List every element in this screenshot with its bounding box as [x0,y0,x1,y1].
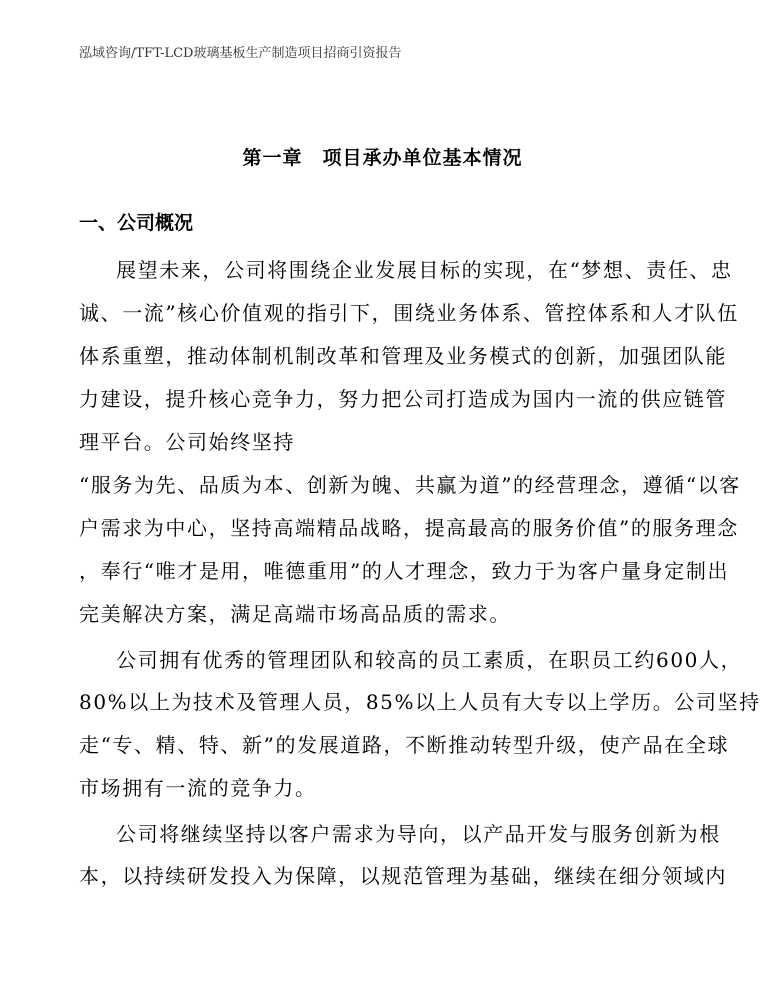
paragraph-line: 完美解决方案，满足高端市场高品质的需求。 [79,602,511,626]
paragraph-line: 体系重塑，推动体制机制改革和管理及业务模式的创新，加强团队能 [79,344,727,368]
paragraph-line: 市场拥有一流的竞争力。 [79,776,317,800]
chapter-title: 第一章 项目承办单位基本情况 [242,147,523,169]
paragraph-line: 户需求为中心，坚持高端精品战略，提高最高的服务价值”的服务理念 [79,516,739,540]
paragraph-line: ，奉行“唯才是用，唯德重用”的人才理念，致力于为客户量身定制出 [79,559,730,583]
paragraph-line: 公司拥有优秀的管理团队和较高的员工素质，在职员工约600人， [116,648,743,672]
paragraph-line: 诚、一流”核心价值观的指引下，围绕业务体系、管控体系和人才队伍 [79,301,739,325]
paragraph-line: 走“专、精、特、新”的发展道路，不断推动转型升级，使产品在全球 [79,733,730,757]
paragraph-line: “服务为先、品质为本、创新为魄、共赢为道”的经营理念，遵循“以客 [79,473,741,497]
paragraph-line: 本，以持续研发投入为保障，以规范管理为基础，继续在细分领域内 [79,864,727,888]
section-title: 一、公司概况 [79,212,194,234]
page-header: 泓域咨询/TFT-LCD玻璃基板生产制造项目招商引资报告 [79,46,402,61]
paragraph-line: 力建设，提升核心竞争力，努力把公司打造成为国内一流的供应链管 [79,387,727,411]
paragraph-line: 80%以上为技术及管理人员，85%以上人员有大专以上学历。公司坚持 [79,690,761,714]
paragraph-line: 展望未来，公司将围绕企业发展目标的实现，在“梦想、责任、忠 [116,258,733,282]
paragraph-line: 理平台。公司始终坚持 [79,430,295,454]
paragraph-line: 公司将继续坚持以客户需求为导向，以产品开发与服务创新为根 [116,822,721,846]
